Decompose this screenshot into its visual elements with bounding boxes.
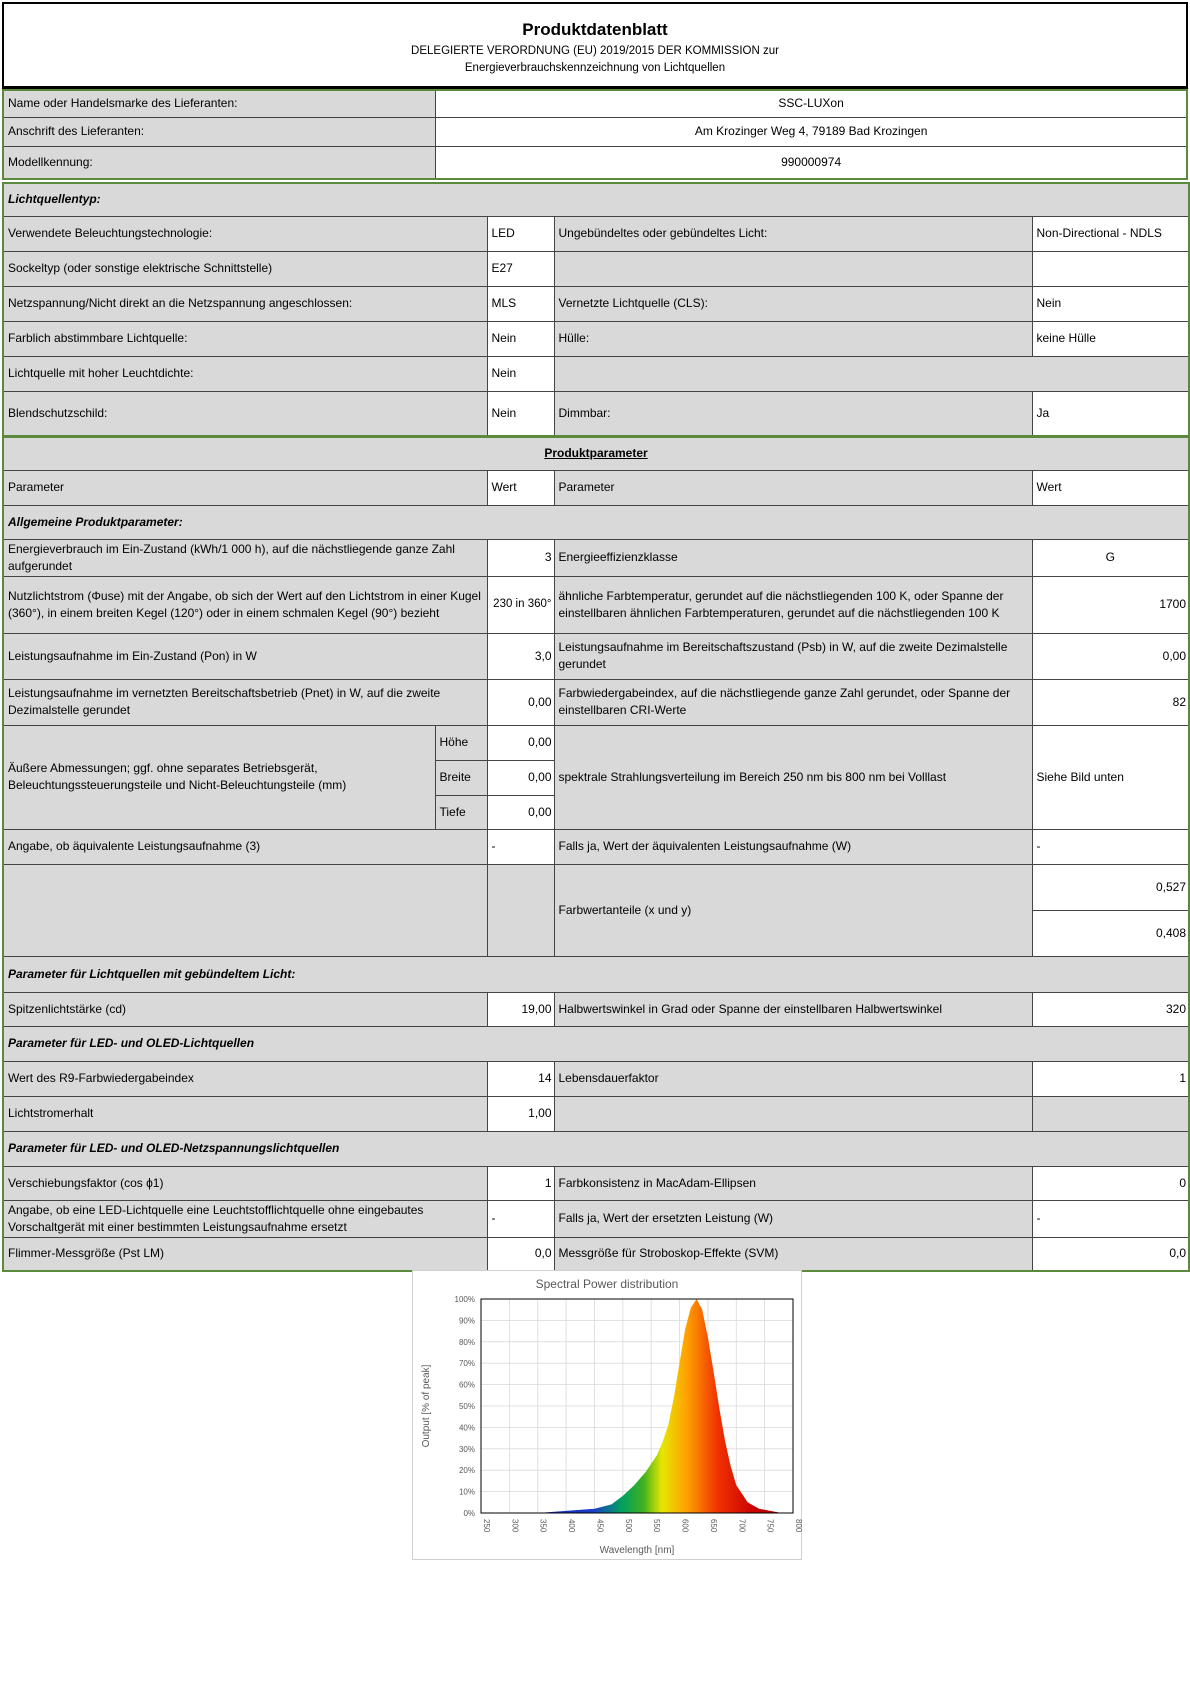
luminous-flux-label: Nutzlichtstrom (Φuse) mit der Angabe, ob sich der Wert auf den Lichtstrom in einer Kugel (360°), in einem breiten Kegel (120°) oder in einem schmalen Kegel (90°) bezieht bbox=[3, 576, 487, 633]
cri-value: 82 bbox=[1032, 679, 1189, 725]
empty-cell bbox=[3, 864, 487, 956]
pnet-label: Leistungsaufnahme im vernetzten Bereitschaftsbetrieb (Pnet) in W, auf die zweite Dezimalstelle gerundet bbox=[3, 679, 487, 725]
supplier-table bbox=[2, 89, 1188, 180]
y-tick-labels bbox=[455, 1295, 475, 1518]
pon-value: 3,0 bbox=[487, 633, 554, 679]
type-row-label: Netzspannung/Nicht direkt an die Netzspannung angeschlossen: bbox=[3, 286, 487, 321]
supplier-address-value: Am Krozinger Weg 4, 79189 Bad Krozingen bbox=[436, 117, 1187, 146]
peak-intensity-value: 19,00 bbox=[487, 992, 554, 1026]
type-row-value: Nein bbox=[1032, 286, 1189, 321]
displacement-factor-value: 1 bbox=[487, 1166, 554, 1200]
x-tick-label: 450 bbox=[595, 1519, 605, 1533]
type-row-label: Lichtquelle mit hoher Leuchtdichte: bbox=[3, 356, 487, 391]
chromaticity-y-value: 0,408 bbox=[1032, 910, 1189, 956]
page-title: Produktdatenblatt bbox=[522, 20, 668, 39]
y-tick-label: 40% bbox=[458, 1423, 475, 1433]
y-tick-label: 100% bbox=[454, 1295, 475, 1304]
replacement-w-label: Falls ja, Wert der ersetzten Leistung (W) bbox=[554, 1200, 1032, 1237]
psb-label: Leistungsaufnahme im Bereitschaftszustand (Psb) in W, auf die zweite Dezimalstelle gerundet bbox=[554, 633, 1032, 679]
type-row-label: Hülle: bbox=[554, 321, 1032, 356]
equiv-power-label: Angabe, ob äquivalente Leistungsaufnahme (3) bbox=[3, 829, 487, 864]
type-row-value: LED bbox=[487, 216, 554, 251]
col-header-value: Wert bbox=[1032, 470, 1189, 505]
type-row-value: Nein bbox=[487, 356, 554, 391]
y-axis-label: Output [% of peak] bbox=[421, 1364, 432, 1448]
section-light-source-type: Lichtquellentyp: bbox=[3, 183, 1189, 216]
svm-label: Messgröße für Stroboskop-Effekte (SVM) bbox=[554, 1237, 1032, 1271]
x-tick-label: 250 bbox=[482, 1519, 491, 1533]
macadam-value: 0 bbox=[1032, 1166, 1189, 1200]
cct-label: ähnliche Farbtemperatur, gerundet auf die nächstliegenden 100 K, oder Spanne der einstellbaren ähnlichen Farbtemperaturen, gerundet auf die nächstliegenden 100 K bbox=[554, 576, 1032, 633]
dimension-depth-label: Tiefe bbox=[435, 795, 487, 829]
replacement-label: Angabe, ob eine LED-Lichtquelle eine Leuchtstofflichtquelle ohne eingebautes Vorschaltgerät mit einer bestimmten Leistungsaufnahme ersetzt bbox=[3, 1200, 487, 1237]
x-tick-label: 300 bbox=[510, 1519, 520, 1533]
x-tick-label: 750 bbox=[765, 1519, 775, 1533]
type-row-value: Nein bbox=[487, 391, 554, 436]
type-row-empty bbox=[554, 356, 1189, 391]
type-row-value: keine Hülle bbox=[1032, 321, 1189, 356]
y-tick-label: 20% bbox=[458, 1466, 475, 1476]
empty-cell bbox=[487, 864, 554, 956]
y-tick-label: 0% bbox=[463, 1509, 475, 1518]
x-tick-label: 350 bbox=[538, 1519, 548, 1533]
x-tick-labels bbox=[482, 1519, 803, 1533]
regulation-line: DELEGIERTE VERORDNUNG (EU) 2019/2015 DER KOMMISSION zur bbox=[411, 45, 779, 57]
y-tick-label: 80% bbox=[458, 1337, 475, 1347]
section-general-parameters: Allgemeine Produktparameter: bbox=[3, 505, 1189, 539]
type-row-label bbox=[554, 251, 1032, 286]
equiv-power-value: - bbox=[487, 829, 554, 864]
energy-class-value: G bbox=[1032, 539, 1189, 576]
type-row-label: Ungebündeltes oder gebündeltes Licht: bbox=[554, 216, 1032, 251]
dimensions-label: Äußere Abmessungen; ggf. ohne separates Betriebsgerät, Beleuchtungssteuerungsteile und Nicht-Beleuchtungsteile (mm) bbox=[3, 725, 435, 829]
beam-angle-label: Halbwertswinkel in Grad oder Spanne der einstellbaren Halbwertswinkel bbox=[554, 992, 1032, 1026]
model-label: Modellkennung: bbox=[3, 146, 436, 179]
equiv-power-w-value: - bbox=[1032, 829, 1189, 864]
chart-grid bbox=[481, 1299, 793, 1513]
y-tick-label: 90% bbox=[458, 1316, 475, 1326]
section-led: Parameter für LED- und OLED-Lichtquellen bbox=[3, 1026, 1189, 1061]
lumen-maintenance-value: 1,00 bbox=[487, 1096, 554, 1131]
spd-value: Siehe Bild unten bbox=[1032, 725, 1189, 829]
x-tick-label: 700 bbox=[737, 1519, 747, 1533]
type-row-value: MLS bbox=[487, 286, 554, 321]
chromaticity-label: Farbwertanteile (x und y) bbox=[554, 864, 1032, 956]
lifetime-factor-label: Lebensdauerfaktor bbox=[554, 1061, 1032, 1096]
x-tick-label: 500 bbox=[623, 1519, 633, 1533]
dimension-height-value: 0,00 bbox=[487, 725, 554, 760]
section-product-parameters: Produktparameter bbox=[3, 436, 1189, 470]
flicker-value: 0,0 bbox=[487, 1237, 554, 1271]
dimension-depth-value: 0,00 bbox=[487, 795, 554, 829]
x-tick-label: 550 bbox=[652, 1519, 662, 1533]
dimension-width-label: Breite bbox=[435, 760, 487, 795]
empty-cell bbox=[1032, 1096, 1189, 1131]
r9-value: 14 bbox=[487, 1061, 554, 1096]
replacement-w-value: - bbox=[1032, 1200, 1189, 1237]
pon-label: Leistungsaufnahme im Ein-Zustand (Pon) in W bbox=[3, 633, 487, 679]
flicker-label: Flimmer-Messgröße (Pst LM) bbox=[3, 1237, 487, 1271]
type-row-label: Verwendete Beleuchtungstechnologie: bbox=[3, 216, 487, 251]
section-led-mains: Parameter für LED- und OLED-Netzspannungslichtquellen bbox=[3, 1131, 1189, 1166]
supplier-address-label: Anschrift des Lieferanten: bbox=[3, 117, 436, 146]
datasheet-header bbox=[2, 2, 1188, 89]
x-tick-label: 400 bbox=[567, 1519, 577, 1533]
luminous-flux-value: 230 in 360° bbox=[487, 576, 554, 633]
type-row-value: Nein bbox=[487, 321, 554, 356]
equiv-power-w-label: Falls ja, Wert der äquivalenten Leistungsaufnahme (W) bbox=[554, 829, 1032, 864]
peak-intensity-label: Spitzenlichtstärke (cd) bbox=[3, 992, 487, 1026]
model-value: 990000974 bbox=[436, 146, 1187, 179]
energy-class-label: Energieeffizienzklasse bbox=[554, 539, 1032, 576]
macadam-label: Farbkonsistenz in MacAdam-Ellipsen bbox=[554, 1166, 1032, 1200]
regulation-subline: Energieverbrauchskennzeichnung von Lichtquellen bbox=[464, 62, 726, 74]
col-header-parameter: Parameter bbox=[3, 470, 487, 505]
type-row-label: Vernetzte Lichtquelle (CLS): bbox=[554, 286, 1032, 321]
chart-title: Spectral Power distribution bbox=[535, 1277, 679, 1291]
supplier-name-value: SSC-LUXon bbox=[436, 90, 1187, 117]
energy-consumption-label: Energieverbrauch im Ein-Zustand (kWh/1 000 h), auf die nächstliegende ganze Zahl aufgerundet bbox=[3, 539, 487, 576]
spd-chart-svg bbox=[413, 1271, 801, 1559]
empty-cell bbox=[554, 1096, 1032, 1131]
type-row-label: Farblich abstimmbare Lichtquelle: bbox=[3, 321, 487, 356]
lifetime-factor-value: 1 bbox=[1032, 1061, 1189, 1096]
chromaticity-x-value: 0,527 bbox=[1032, 864, 1189, 910]
r9-label: Wert des R9-Farbwiedergabeindex bbox=[3, 1061, 487, 1096]
supplier-name-label: Name oder Handelsmarke des Lieferanten: bbox=[3, 90, 436, 117]
x-tick-label: 650 bbox=[708, 1519, 718, 1533]
type-row-value: Ja bbox=[1032, 391, 1189, 436]
y-tick-label: 60% bbox=[458, 1380, 475, 1390]
dimension-height-label: Höhe bbox=[435, 725, 487, 760]
beam-angle-value: 320 bbox=[1032, 992, 1189, 1026]
cri-label: Farbwiedergabeindex, auf die nächstliegende ganze Zahl gerundet, oder Spanne der einstellbaren CRI-Werte bbox=[554, 679, 1032, 725]
y-tick-label: 10% bbox=[458, 1487, 475, 1497]
lumen-maintenance-label: Lichtstromerhalt bbox=[3, 1096, 487, 1131]
type-row-value: E27 bbox=[487, 251, 554, 286]
type-row-value bbox=[1032, 251, 1189, 286]
type-row-label: Sockeltyp (oder sonstige elektrische Schnittstelle) bbox=[3, 251, 487, 286]
y-tick-label: 70% bbox=[458, 1359, 475, 1369]
type-row-label: Dimmbar: bbox=[554, 391, 1032, 436]
col-header-value: Wert bbox=[487, 470, 554, 505]
spd-chart bbox=[412, 1270, 802, 1560]
displacement-factor-label: Verschiebungsfaktor (cos ϕ1) bbox=[3, 1166, 487, 1200]
x-axis-label: Wavelength [nm] bbox=[599, 1545, 675, 1556]
main-table bbox=[2, 182, 1190, 1272]
cct-value: 1700 bbox=[1032, 576, 1189, 633]
section-directional: Parameter für Lichtquellen mit gebündeltem Licht: bbox=[3, 956, 1189, 992]
replacement-value: - bbox=[487, 1200, 554, 1237]
col-header-parameter: Parameter bbox=[554, 470, 1032, 505]
y-tick-label: 30% bbox=[458, 1444, 475, 1454]
pnet-value: 0,00 bbox=[487, 679, 554, 725]
type-row-value: Non-Directional - NDLS bbox=[1032, 216, 1189, 251]
svm-value: 0,0 bbox=[1032, 1237, 1189, 1271]
spd-label: spektrale Strahlungsverteilung im Bereich 250 nm bis 800 nm bei Volllast bbox=[554, 725, 1032, 829]
type-row-label: Blendschutzschild: bbox=[3, 391, 487, 436]
dimension-width-value: 0,00 bbox=[487, 760, 554, 795]
psb-value: 0,00 bbox=[1032, 633, 1189, 679]
energy-consumption-value: 3 bbox=[487, 539, 554, 576]
y-tick-label: 50% bbox=[458, 1402, 475, 1411]
x-tick-label: 600 bbox=[680, 1519, 690, 1533]
x-tick-label: 800 bbox=[794, 1519, 803, 1533]
